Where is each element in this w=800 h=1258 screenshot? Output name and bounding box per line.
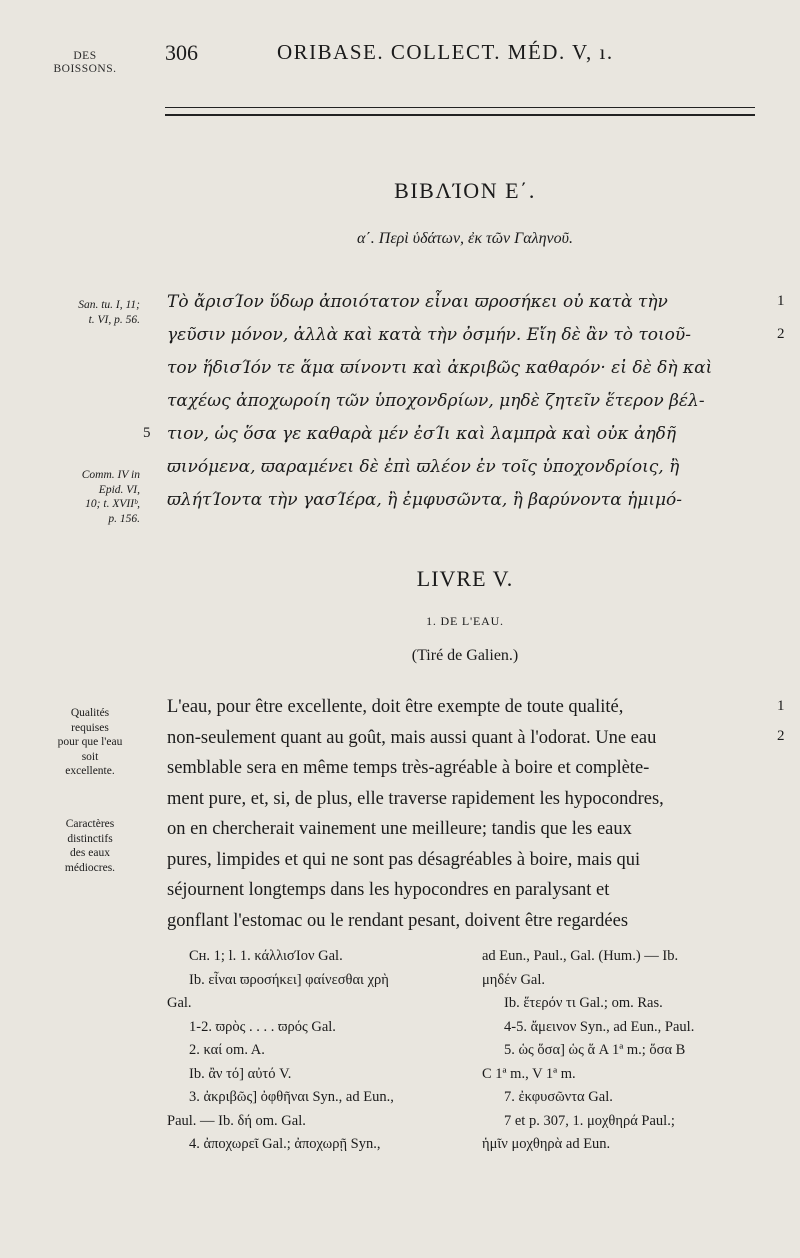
french-source-note: (Tiré de Galien.) [411,647,519,664]
note-line: μηδέν Gal. [482,971,546,988]
page-header [165,40,765,70]
note-line: 4-5. ἄμεινον Syn., ad Eun., Paul. [504,1018,695,1035]
greek-line: γεῦσιν μόνον, ἀλλὰ καὶ κατὰ τὴν ὀσμήν. Εἴη δὲ ἂν τὸ τοιοῦ- [167,325,691,345]
margin-gloss-line: pour que l'eau [57,736,123,748]
margin-gloss-line: Caractères [65,818,115,830]
french-book-title: LIVRE V. [416,566,514,591]
french-line: pures, limpides et qui ne sont pas désagréables à boire, mais qui [167,849,641,870]
margin-reference-line: 10; t. XVIIᵇ, [85,498,140,510]
line-number: 1 [777,293,785,309]
margin-reference-line: Comm. IV in [81,469,140,481]
greek-line: ϖλήτΊοντα τὴν γασΊέρα, ἢ ἐμφυσῶντα, ἢ βαρύνοντα ἡμιμό- [167,490,683,510]
header-rule-thin [165,107,755,108]
margin-reference-line: San. tu. I, 11; [78,299,140,311]
greek-line: τον ἥδισΊόν τε ἅμα ϖίνοντι καὶ ἀκριβῶς καθαρόν· εἰ δὲ δὴ καὶ [167,358,713,378]
page-number: 306 [165,40,198,65]
page-title: ORIBASE. COLLECT. MÉD. V, ı. [277,40,614,64]
french-text [167,692,767,936]
margin-gloss-line: distinctifs [67,832,113,845]
greek-chapter-title: α΄. Περὶ ὑδάτων, ἐκ τῶν Γαληνοῦ. [357,230,573,247]
header-rule-thick [165,114,755,116]
running-head [30,50,140,76]
greek-line: τιον, ὡς ὅσα γε καθαρὰ μέν ἐσΊι καὶ λαμπρὰ καὶ οὐκ ἀηδῆ [167,424,677,444]
note-line: Ib. ἂν τό] αὐτό V. [189,1065,292,1082]
note-line: C 1ª m., V 1ª m. [482,1065,576,1082]
critical-notes-left [167,945,467,1157]
greek-line: Τὸ ἄρισΊον ὕδωρ ἀποιότατον εἶναι ϖροσήκει οὐ κατὰ τὴν [167,292,668,312]
line-number: 1 [777,698,785,714]
greek-book-title: ΒΙΒΛΊΟΝ Ε΄. [394,178,536,203]
note-line: Ib. ἕτερόν τι Gal.; om. Ras. [504,995,663,1011]
running-head-line: DES [73,50,97,62]
greek-line: ϖινόμενα, ϖαραμένει δὲ ἐπὶ ϖλέον ἐν τοῖς ὑποχονδρίοις, ἢ [167,457,680,477]
french-line: non-seulement quant au goût, mais aussi quant à l'odorat. Une eau [167,727,657,748]
margin-gloss-line: soit [81,750,99,763]
critical-notes-right [482,945,772,1157]
french-chapter-title: 1. DE L'EAU. [426,614,504,628]
french-line: séjournent longtemps dans les hypocondres en paralysant et [167,880,610,900]
margin-gloss [40,817,140,875]
margin-reference-line: p. 156. [108,512,140,525]
line-number: 2 [777,326,785,342]
margin-reference [28,468,140,526]
note-line: 7. ἐκφυσῶντα Gal. [504,1089,613,1105]
french-line: ment pure, et, si, de plus, elle traverse rapidement les hypocondres, [167,788,664,809]
note-line: 2. καί om. A. [189,1042,265,1058]
margin-gloss-line: médiocres. [64,861,116,874]
note-line: Ib. εἶναι ϖροσήκει] φαίνεσθαι χρὴ [189,971,389,988]
note-line: 5. ὡς ὅσα] ὡς ἅ A 1ª m.; ὅσα B [504,1042,686,1058]
note-line: 1-2. ϖρὸς . . . . ϖρός Gal. [189,1018,336,1035]
line-number: 5 [143,425,151,441]
note-line: 7 et p. 307, 1. μοχθηρά Paul.; [504,1112,675,1129]
note-line: Paul. — Ib. δή om. Gal. [167,1112,306,1129]
margin-reference-line: Epid. VI, [98,483,140,496]
margin-gloss-line: Qualités [70,707,110,719]
running-head-line: BOISSONS. [53,63,117,75]
note-line: 4. ἀποχωρεῖ Gal.; ἀποχωρῇ Syn., [189,1136,381,1152]
margin-gloss-line: requises [71,721,109,734]
greek-line: ταχέως ἀποχωροίη τῶν ὑποχονδρίων, μηδὲ ζητεῖν ἕτερον βέλ- [167,391,705,411]
note-line: ad Eun., Paul., Gal. (Hum.) — Ib. [482,948,679,964]
note-line: Cʜ. 1; l. 1. κάλλισΊον Gal. [189,948,343,964]
french-line: gonflant l'estomac ou le rendant pesant, doivent être regardées [167,910,629,931]
margin-gloss-line: des eaux [70,847,110,859]
french-line: on en chercherait vainement une meilleure; tandis que les eaux [167,819,632,839]
greek-text [167,286,767,517]
line-number: 2 [777,728,785,744]
margin-reference [28,298,140,327]
margin-gloss [40,706,140,779]
note-line: 3. ἀκριβῶς] ὀφθῆναι Syn., ad Eun., [189,1089,394,1105]
note-line: Gal. [167,995,192,1011]
margin-reference-line: t. VI, p. 56. [88,313,140,326]
french-line: semblable sera en même temps très-agréable à boire et complète- [167,758,650,778]
margin-gloss-line: excellente. [65,765,115,777]
french-line: L'eau, pour être excellente, doit être exempte de toute qualité, [167,697,624,717]
note-line: ἡμῖν μοχθηρὰ ad Eun. [482,1136,611,1152]
